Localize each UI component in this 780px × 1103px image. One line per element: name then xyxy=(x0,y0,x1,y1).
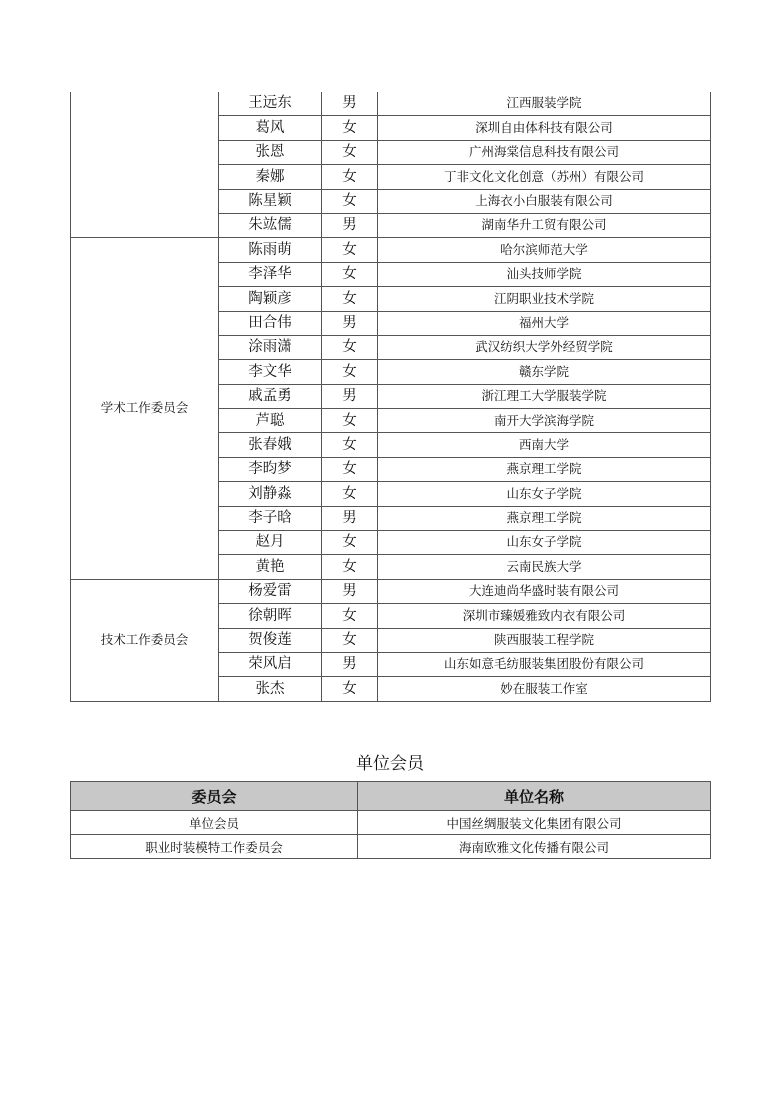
name-cell: 荣风启 xyxy=(219,652,322,676)
org-cell: 山东女子学院 xyxy=(378,482,711,506)
gender-cell: 女 xyxy=(322,165,378,189)
org-cell: 大连迪尚华盛时装有限公司 xyxy=(378,579,711,603)
gender-cell: 男 xyxy=(322,579,378,603)
name-cell: 赵月 xyxy=(219,531,322,555)
members-table xyxy=(70,92,711,702)
gender-cell: 女 xyxy=(322,335,378,359)
gender-cell: 男 xyxy=(322,213,378,237)
table-row xyxy=(71,811,711,835)
gender-cell: 女 xyxy=(322,628,378,652)
unit-committee-cell: 职业时装模特工作委员会 xyxy=(71,835,358,859)
org-cell: 赣东学院 xyxy=(378,360,711,384)
gender-cell: 女 xyxy=(322,409,378,433)
unit-members-table xyxy=(70,781,711,859)
name-cell: 李文华 xyxy=(219,360,322,384)
name-cell: 徐朝晖 xyxy=(219,604,322,628)
members-table-body xyxy=(71,92,711,701)
gender-cell: 男 xyxy=(322,506,378,530)
org-cell: 湖南华升工贸有限公司 xyxy=(378,213,711,237)
gender-cell: 女 xyxy=(322,531,378,555)
name-cell: 芦聪 xyxy=(219,409,322,433)
org-cell: 陕西服装工程学院 xyxy=(378,628,711,652)
org-cell: 江西服装学院 xyxy=(378,92,711,116)
org-cell: 南开大学滨海学院 xyxy=(378,409,711,433)
gender-cell: 女 xyxy=(322,677,378,701)
org-cell: 深圳市臻媛雅致内衣有限公司 xyxy=(378,604,711,628)
gender-cell: 女 xyxy=(322,140,378,164)
unit-name-cell: 中国丝绸服装文化集团有限公司 xyxy=(358,811,711,835)
gender-cell: 男 xyxy=(322,92,378,116)
gender-cell: 男 xyxy=(322,311,378,335)
unit-name-cell: 海南欧雅文化传播有限公司 xyxy=(358,835,711,859)
header-committee: 委员会 xyxy=(71,782,358,811)
org-cell: 燕京理工学院 xyxy=(378,457,711,481)
gender-cell: 女 xyxy=(322,457,378,481)
org-cell: 江阴职业技术学院 xyxy=(378,287,711,311)
org-cell: 浙江理工大学服装学院 xyxy=(378,384,711,408)
name-cell: 陈星颖 xyxy=(219,189,322,213)
header-unit-name: 单位名称 xyxy=(358,782,711,811)
table-row xyxy=(71,238,711,262)
name-cell: 田合伟 xyxy=(219,311,322,335)
name-cell: 朱竑儒 xyxy=(219,213,322,237)
name-cell: 张杰 xyxy=(219,677,322,701)
unit-members-header-row xyxy=(71,782,711,811)
gender-cell: 女 xyxy=(322,482,378,506)
org-cell: 燕京理工学院 xyxy=(378,506,711,530)
table-row xyxy=(71,92,711,116)
gender-cell: 女 xyxy=(322,287,378,311)
committee-cell: 学术工作委员会 xyxy=(71,238,219,579)
name-cell: 杨爱雷 xyxy=(219,579,322,603)
unit-members-table-body xyxy=(71,811,711,859)
gender-cell: 女 xyxy=(322,238,378,262)
name-cell: 贺俊莲 xyxy=(219,628,322,652)
gender-cell: 男 xyxy=(322,384,378,408)
committee-cell: 技术工作委员会 xyxy=(71,579,219,701)
org-cell: 妙在服装工作室 xyxy=(378,677,711,701)
name-cell: 涂雨潇 xyxy=(219,335,322,359)
name-cell: 李泽华 xyxy=(219,262,322,286)
gender-cell: 女 xyxy=(322,433,378,457)
name-cell: 张恩 xyxy=(219,140,322,164)
org-cell: 哈尔滨师范大学 xyxy=(378,238,711,262)
name-cell: 李子晗 xyxy=(219,506,322,530)
table-row xyxy=(71,579,711,603)
name-cell: 陶颖彦 xyxy=(219,287,322,311)
gender-cell: 女 xyxy=(322,116,378,140)
gender-cell: 女 xyxy=(322,189,378,213)
gender-cell: 女 xyxy=(322,360,378,384)
table-row xyxy=(71,835,711,859)
org-cell: 深圳自由体科技有限公司 xyxy=(378,116,711,140)
name-cell: 李昀梦 xyxy=(219,457,322,481)
name-cell: 陈雨萌 xyxy=(219,238,322,262)
committee-cell xyxy=(71,92,219,238)
gender-cell: 女 xyxy=(322,555,378,579)
name-cell: 葛风 xyxy=(219,116,322,140)
org-cell: 上海衣小白服装有限公司 xyxy=(378,189,711,213)
org-cell: 广州海棠信息科技有限公司 xyxy=(378,140,711,164)
name-cell: 黄艳 xyxy=(219,555,322,579)
name-cell: 刘静淼 xyxy=(219,482,322,506)
name-cell: 戚孟勇 xyxy=(219,384,322,408)
gender-cell: 女 xyxy=(322,262,378,286)
org-cell: 西南大学 xyxy=(378,433,711,457)
org-cell: 山东如意毛纺服装集团股份有限公司 xyxy=(378,652,711,676)
org-cell: 汕头技师学院 xyxy=(378,262,711,286)
unit-committee-cell: 单位会员 xyxy=(71,811,358,835)
org-cell: 福州大学 xyxy=(378,311,711,335)
name-cell: 张春娥 xyxy=(219,433,322,457)
unit-members-title: 单位会员 xyxy=(356,754,424,774)
name-cell: 王远东 xyxy=(219,92,322,116)
org-cell: 山东女子学院 xyxy=(378,531,711,555)
org-cell: 武汉纺织大学外经贸学院 xyxy=(378,335,711,359)
gender-cell: 男 xyxy=(322,652,378,676)
gender-cell: 女 xyxy=(322,604,378,628)
name-cell: 秦娜 xyxy=(219,165,322,189)
org-cell: 云南民族大学 xyxy=(378,555,711,579)
org-cell: 丁非文化文化创意（苏州）有限公司 xyxy=(378,165,711,189)
